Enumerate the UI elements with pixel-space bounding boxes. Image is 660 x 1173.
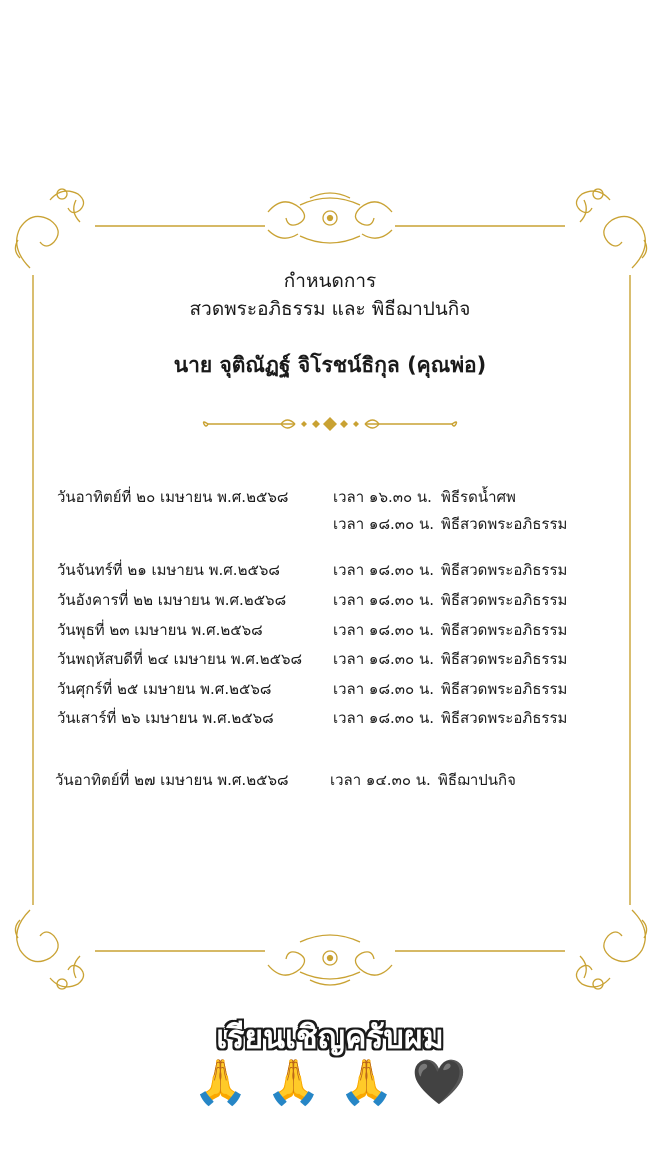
schedule-time: เวลา ๑๔.๓๐ น. [330,771,431,789]
corner-bottom-right [576,910,646,989]
schedule-time: เวลา ๑๘.๓๐ น. [333,515,434,533]
schedule-time: เวลา ๑๘.๓๐ น. [333,591,434,609]
schedule-time: เวลา ๑๘.๓๐ น. [333,709,434,727]
top-flourish [268,193,392,243]
schedule-rite: พิธีสวดพระอภิธรรม [441,621,568,639]
schedule-time: เวลา ๑๘.๓๐ น. [333,650,434,668]
corner-bottom-left [15,910,83,989]
emoji-row [0,1055,660,1111]
schedule-date: วันอาทิตย์ที่ ๒๗ เมษายน พ.ศ.๒๕๖๘ [55,771,289,789]
schedule-date: วันจันทร์ที่ ๒๑ เมษายน พ.ศ.๒๕๖๘ [57,561,280,579]
schedule-date: วันอังคารที่ ๒๒ เมษายน พ.ศ.๒๕๖๘ [57,591,287,609]
schedule-rite: พิธีสวดพระอภิธรรม [441,680,568,698]
schedule-rite: พิธีสวดพระอภิธรรม [441,709,568,727]
invite-caption: เรียนเชิญครับผม [216,1018,444,1056]
corner-top-right [576,189,646,268]
schedule-rite: พิธีสวดพระอภิธรรม [441,561,568,579]
schedule-time: เวลา ๑๘.๓๐ น. [333,680,434,698]
black-heart-icon: 🖤 [411,1057,467,1108]
schedule-rite: พิธีฌาปนกิจ [438,771,516,789]
schedule-date: วันศุกร์ที่ ๒๕ เมษายน พ.ศ.๒๕๖๘ [57,680,272,698]
card-heading: กำหนดการ [283,270,377,292]
schedule-rite: พิธีรดน้ำศพ [441,488,516,506]
deceased-name: นาย จุติณัฏฐ์ จิโรชน์ธิกุล (คุณพ่อ) [173,353,487,377]
corner-top-left [15,189,83,268]
schedule-time: เวลา ๑๘.๓๐ น. [333,561,434,579]
schedule-rite: พิธีสวดพระอภิธรรม [441,515,568,533]
schedule-time: เวลา ๑๘.๓๐ น. [333,621,434,639]
schedule-rite: พิธีสวดพระอภิธรรม [441,591,568,609]
bottom-flourish [268,935,392,985]
schedule-date: วันพฤหัสบดีที่ ๒๔ เมษายน พ.ศ.๒๕๖๘ [57,650,303,668]
schedule-time: เวลา ๑๖.๓๐ น. [333,488,432,506]
schedule-date: วันพุธที่ ๒๓ เมษายน พ.ศ.๒๕๖๘ [57,621,263,639]
praying-hands-icon: 🙏 [339,1057,394,1108]
praying-hands-icon: 🙏 [266,1057,321,1108]
praying-hands-icon: 🙏 [193,1057,249,1108]
schedule-rite: พิธีสวดพระอภิธรรม [441,650,568,668]
schedule-date: วันอาทิตย์ที่ ๒๐ เมษายน พ.ศ.๒๕๖๘ [57,488,289,506]
card-subheading: สวดพระอภิธรรม และ พิธีฌาปนกิจ [189,298,471,320]
ornamental-divider [200,410,460,438]
schedule-date: วันเสาร์ที่ ๒๖ เมษายน พ.ศ.๒๕๖๘ [57,709,274,727]
